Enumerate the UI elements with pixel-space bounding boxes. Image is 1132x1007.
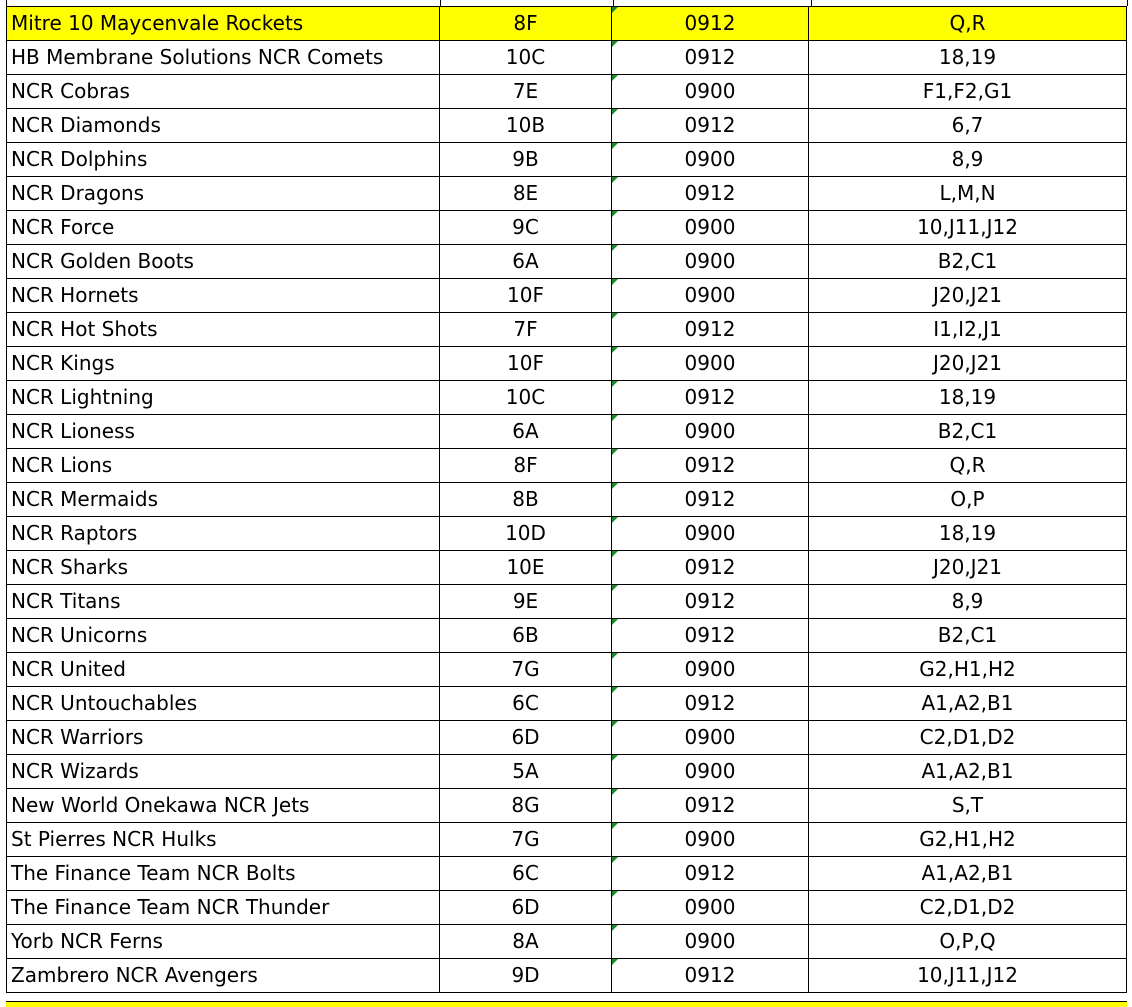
table-row [7, 551, 1127, 585]
courts-cell[interactable]: A1,A2,B1 [809, 755, 1127, 789]
team-name-cell[interactable]: NCR Lightning [7, 381, 440, 415]
time-cell[interactable]: 0900 [612, 653, 809, 687]
grade-cell[interactable]: 6C [440, 687, 612, 721]
time-cell[interactable]: 0912 [612, 483, 809, 517]
table-row [7, 857, 1127, 891]
grade-cell[interactable]: 6A [440, 415, 612, 449]
grade-cell[interactable]: 7F [440, 313, 612, 347]
team-name-cell[interactable]: NCR Diamonds [7, 109, 440, 143]
time-cell[interactable]: 0900 [612, 279, 809, 313]
table-row [7, 687, 1127, 721]
courts-cell[interactable]: O,P [809, 483, 1127, 517]
table-row [7, 891, 1127, 925]
time-cell[interactable]: 0900 [612, 755, 809, 789]
team-name-cell[interactable]: The Finance Team NCR Thunder [7, 891, 440, 925]
time-cell[interactable]: 0912 [612, 177, 809, 211]
grade-cell[interactable]: 6C [440, 857, 612, 891]
time-cell[interactable]: 0900 [612, 891, 809, 925]
table-row [7, 41, 1127, 75]
time-cell[interactable]: 0912 [612, 619, 809, 653]
grade-cell[interactable]: 7G [440, 653, 612, 687]
time-cell[interactable]: 0912 [612, 857, 809, 891]
courts-cell[interactable]: A1,A2,B1 [809, 687, 1127, 721]
courts-cell[interactable]: C2,D1,D2 [809, 891, 1127, 925]
courts-cell[interactable]: 18,19 [809, 41, 1127, 75]
grade-cell[interactable]: 9D [440, 959, 612, 993]
team-name-cell[interactable]: NCR Force [7, 211, 440, 245]
table-body [7, 7, 1127, 993]
courts-cell[interactable]: 18,19 [809, 381, 1127, 415]
courts-cell[interactable]: G2,H1,H2 [809, 823, 1127, 857]
team-name-cell[interactable]: NCR Cobras [7, 75, 440, 109]
team-name-cell[interactable]: The Finance Team NCR Bolts [7, 857, 440, 891]
table-row [7, 789, 1127, 823]
time-cell[interactable]: 0912 [612, 959, 809, 993]
courts-cell[interactable]: A1,A2,B1 [809, 857, 1127, 891]
time-cell[interactable]: 0912 [612, 313, 809, 347]
courts-cell[interactable]: G2,H1,H2 [809, 653, 1127, 687]
grade-cell[interactable]: 8E [440, 177, 612, 211]
time-cell[interactable]: 0900 [612, 415, 809, 449]
time-cell[interactable]: 0912 [612, 449, 809, 483]
time-cell[interactable]: 0900 [612, 347, 809, 381]
courts-cell[interactable]: 8,9 [809, 143, 1127, 177]
table-row [7, 925, 1127, 959]
team-name-cell[interactable]: NCR Lions [7, 449, 440, 483]
team-name-cell[interactable]: St Pierres NCR Hulks [7, 823, 440, 857]
time-cell[interactable]: 0912 [612, 585, 809, 619]
time-cell[interactable]: 0900 [612, 823, 809, 857]
table-row [7, 619, 1127, 653]
table-row [7, 381, 1127, 415]
time-cell[interactable]: 0900 [612, 143, 809, 177]
table-row [7, 279, 1127, 313]
team-name-cell[interactable]: NCR Titans [7, 585, 440, 619]
courts-cell[interactable]: B2,C1 [809, 415, 1127, 449]
grade-cell[interactable]: 10C [440, 381, 612, 415]
time-cell[interactable]: 0900 [612, 925, 809, 959]
team-name-cell[interactable]: NCR Kings [7, 347, 440, 381]
team-name-cell[interactable]: NCR Lioness [7, 415, 440, 449]
team-name-cell[interactable]: NCR Unicorns [7, 619, 440, 653]
team-name-cell[interactable]: NCR United [7, 653, 440, 687]
team-name-cell[interactable]: Yorb NCR Ferns [7, 925, 440, 959]
team-name-cell[interactable]: NCR Dolphins [7, 143, 440, 177]
team-name-cell[interactable]: Mitre 10 Maycenvale Rockets [7, 7, 440, 41]
grade-cell[interactable]: 8B [440, 483, 612, 517]
courts-cell[interactable]: 10,J11,J12 [809, 959, 1127, 993]
courts-cell[interactable]: Q,R [809, 7, 1127, 41]
courts-cell[interactable]: F1,F2,G1 [809, 75, 1127, 109]
time-cell[interactable]: 0912 [612, 789, 809, 823]
courts-cell[interactable]: B2,C1 [809, 245, 1127, 279]
team-name-cell[interactable]: NCR Hot Shots [7, 313, 440, 347]
table-row [7, 415, 1127, 449]
courts-cell[interactable]: 6,7 [809, 109, 1127, 143]
team-name-cell[interactable]: HB Membrane Solutions NCR Comets [7, 41, 440, 75]
table-row [7, 75, 1127, 109]
courts-cell[interactable]: B2,C1 [809, 619, 1127, 653]
grade-cell[interactable]: 10B [440, 109, 612, 143]
time-cell[interactable]: 0900 [612, 517, 809, 551]
time-cell[interactable]: 0912 [612, 41, 809, 75]
courts-cell[interactable]: Q,R [809, 449, 1127, 483]
time-cell[interactable]: 0912 [612, 551, 809, 585]
grade-cell[interactable]: 10D [440, 517, 612, 551]
table-row [7, 721, 1127, 755]
team-name-cell[interactable]: Zambrero NCR Avengers [7, 959, 440, 993]
grade-cell[interactable]: 10F [440, 347, 612, 381]
table-row [7, 7, 1127, 41]
table-row [7, 755, 1127, 789]
table-row [7, 483, 1127, 517]
grade-cell[interactable]: 8A [440, 925, 612, 959]
team-name-cell[interactable]: NCR Warriors [7, 721, 440, 755]
table-row [7, 109, 1127, 143]
team-name-cell[interactable]: NCR Sharks [7, 551, 440, 585]
team-name-cell[interactable]: NCR Golden Boots [7, 245, 440, 279]
grade-cell[interactable]: 10E [440, 551, 612, 585]
grade-cell[interactable]: 9C [440, 211, 612, 245]
team-court-table [6, 6, 1127, 993]
table-row [7, 653, 1127, 687]
grade-cell[interactable]: 8F [440, 7, 612, 41]
time-cell[interactable]: 0912 [612, 109, 809, 143]
time-cell[interactable]: 0912 [612, 687, 809, 721]
team-name-cell[interactable]: NCR Dragons [7, 177, 440, 211]
table-row [7, 823, 1127, 857]
team-name-cell[interactable]: NCR Untouchables [7, 687, 440, 721]
team-name-cell[interactable]: NCR Hornets [7, 279, 440, 313]
courts-cell[interactable]: J20,J21 [809, 347, 1127, 381]
time-cell[interactable]: 0912 [612, 381, 809, 415]
time-cell[interactable]: 0900 [612, 721, 809, 755]
courts-cell[interactable]: C2,D1,D2 [809, 721, 1127, 755]
time-cell[interactable]: 0912 [612, 7, 809, 41]
courts-cell[interactable]: J20,J21 [809, 551, 1127, 585]
courts-cell[interactable]: O,P,Q [809, 925, 1127, 959]
time-cell[interactable]: 0900 [612, 245, 809, 279]
table-row [7, 245, 1127, 279]
grade-cell[interactable]: 8G [440, 789, 612, 823]
grade-cell[interactable]: 6B [440, 619, 612, 653]
grade-cell[interactable]: 9B [440, 143, 612, 177]
table-row [7, 347, 1127, 381]
grade-cell[interactable]: 7E [440, 75, 612, 109]
grade-cell[interactable]: 10C [440, 41, 612, 75]
team-name-cell[interactable]: NCR Wizards [7, 755, 440, 789]
table-row [7, 585, 1127, 619]
table-row [7, 143, 1127, 177]
table-row [7, 313, 1127, 347]
team-name-cell[interactable]: New World Onekawa NCR Jets [7, 789, 440, 823]
grade-cell[interactable]: 6D [440, 721, 612, 755]
courts-cell[interactable]: S,T [809, 789, 1127, 823]
grade-cell[interactable]: 5A [440, 755, 612, 789]
table-row [7, 177, 1127, 211]
team-name-cell[interactable]: NCR Mermaids [7, 483, 440, 517]
courts-cell[interactable]: I1,I2,J1 [809, 313, 1127, 347]
grade-cell[interactable]: 9E [440, 585, 612, 619]
table-row [7, 517, 1127, 551]
grade-cell[interactable]: 8F [440, 449, 612, 483]
grade-cell[interactable]: 6D [440, 891, 612, 925]
table-row [7, 449, 1127, 483]
grade-cell[interactable]: 7G [440, 823, 612, 857]
table-row [7, 211, 1127, 245]
courts-cell[interactable]: 8,9 [809, 585, 1127, 619]
courts-cell[interactable]: 18,19 [809, 517, 1127, 551]
grade-cell[interactable]: 10F [440, 279, 612, 313]
table-row [7, 959, 1127, 993]
courts-cell[interactable]: J20,J21 [809, 279, 1127, 313]
time-cell[interactable]: 0900 [612, 75, 809, 109]
courts-cell[interactable]: L,M,N [809, 177, 1127, 211]
grade-cell[interactable]: 6A [440, 245, 612, 279]
time-cell[interactable]: 0900 [612, 211, 809, 245]
team-name-cell[interactable]: NCR Raptors [7, 517, 440, 551]
courts-cell[interactable]: 10,J11,J12 [809, 211, 1127, 245]
next-row-sliver [6, 1001, 1127, 1007]
